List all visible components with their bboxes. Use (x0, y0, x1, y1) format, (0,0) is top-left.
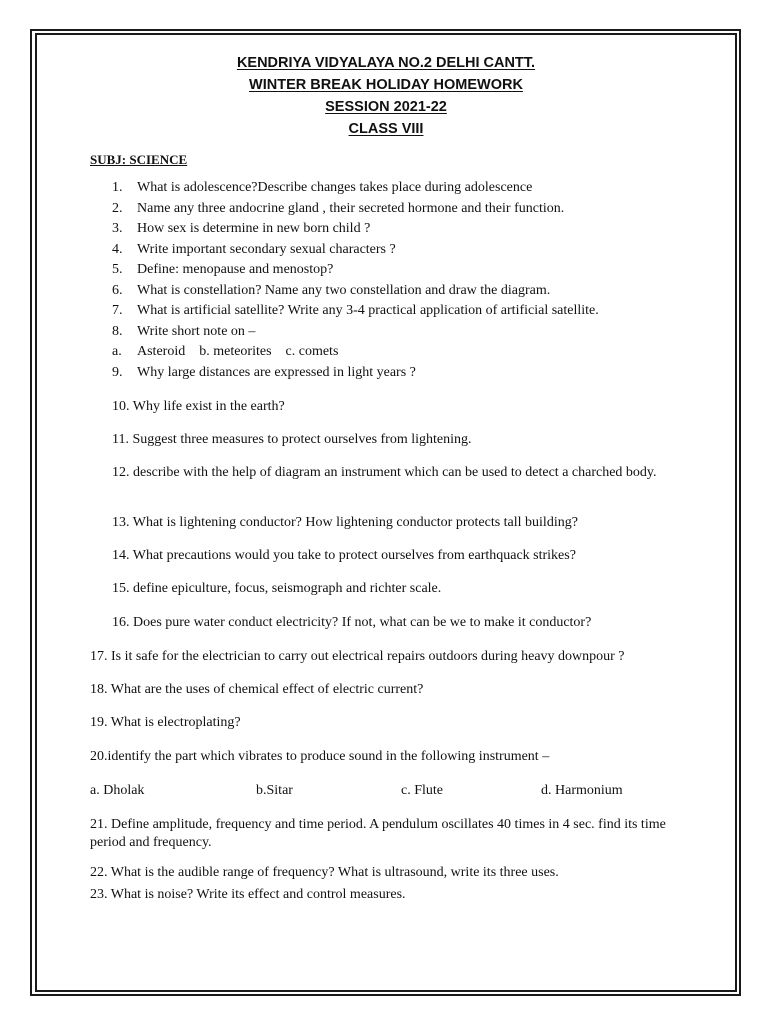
question: 22. What is the audible range of frequency? What is ultrasound, write its three uses. (90, 865, 559, 880)
class-label: CLASS VIII (348, 121, 424, 137)
question: 12. describe with the help of diagram an instrument which can be used to detect a charched body. (112, 465, 657, 480)
question: 11. Suggest three measures to protect ourselves from lightening. (112, 432, 472, 447)
instrument-option: b.Sitar (256, 783, 293, 798)
question: 20.identify the part which vibrates to produce sound in the following instrument – (90, 749, 550, 764)
homework-title: WINTER BREAK HOLIDAY HOMEWORK (249, 77, 523, 93)
instrument-option: c. Flute (401, 783, 443, 798)
question: 15. define epiculture, focus, seismograph and richter scale. (112, 581, 442, 596)
subject-heading: SUBJ: SCIENCE (90, 152, 188, 167)
session: SESSION 2021-22 (325, 99, 447, 115)
question: 21. Define amplitude, frequency and time period. A pendulum oscillates 40 times in 4 sec. find its time period and frequency. (90, 817, 666, 850)
question: 13. What is lightening conductor? How lightening conductor protects tall building? (112, 515, 578, 530)
question: 16. Does pure water conduct electricity? If not, what can be we to make it conductor? (112, 615, 592, 630)
document-header (35, 52, 737, 140)
school-name: KENDRIYA VIDYALAYA NO.2 DELHI CANTT. (236, 55, 536, 71)
question: 19. What is electroplating? (90, 715, 241, 730)
question: 10. Why life exist in the earth? (112, 399, 285, 414)
question: 23. What is noise? Write its effect and control measures. (90, 887, 406, 902)
instrument-option: d. Harmonium (541, 783, 623, 798)
question: 18. What are the uses of chemical effect of electric current? (90, 682, 424, 697)
question: 17. Is it safe for the electrician to carry out electrical repairs outdoors during heavy downpour ? (90, 649, 625, 664)
question: 14. What precautions would you take to protect ourselves from earthquack strikes? (112, 548, 576, 563)
instrument-option: a. Dholak (90, 783, 145, 798)
